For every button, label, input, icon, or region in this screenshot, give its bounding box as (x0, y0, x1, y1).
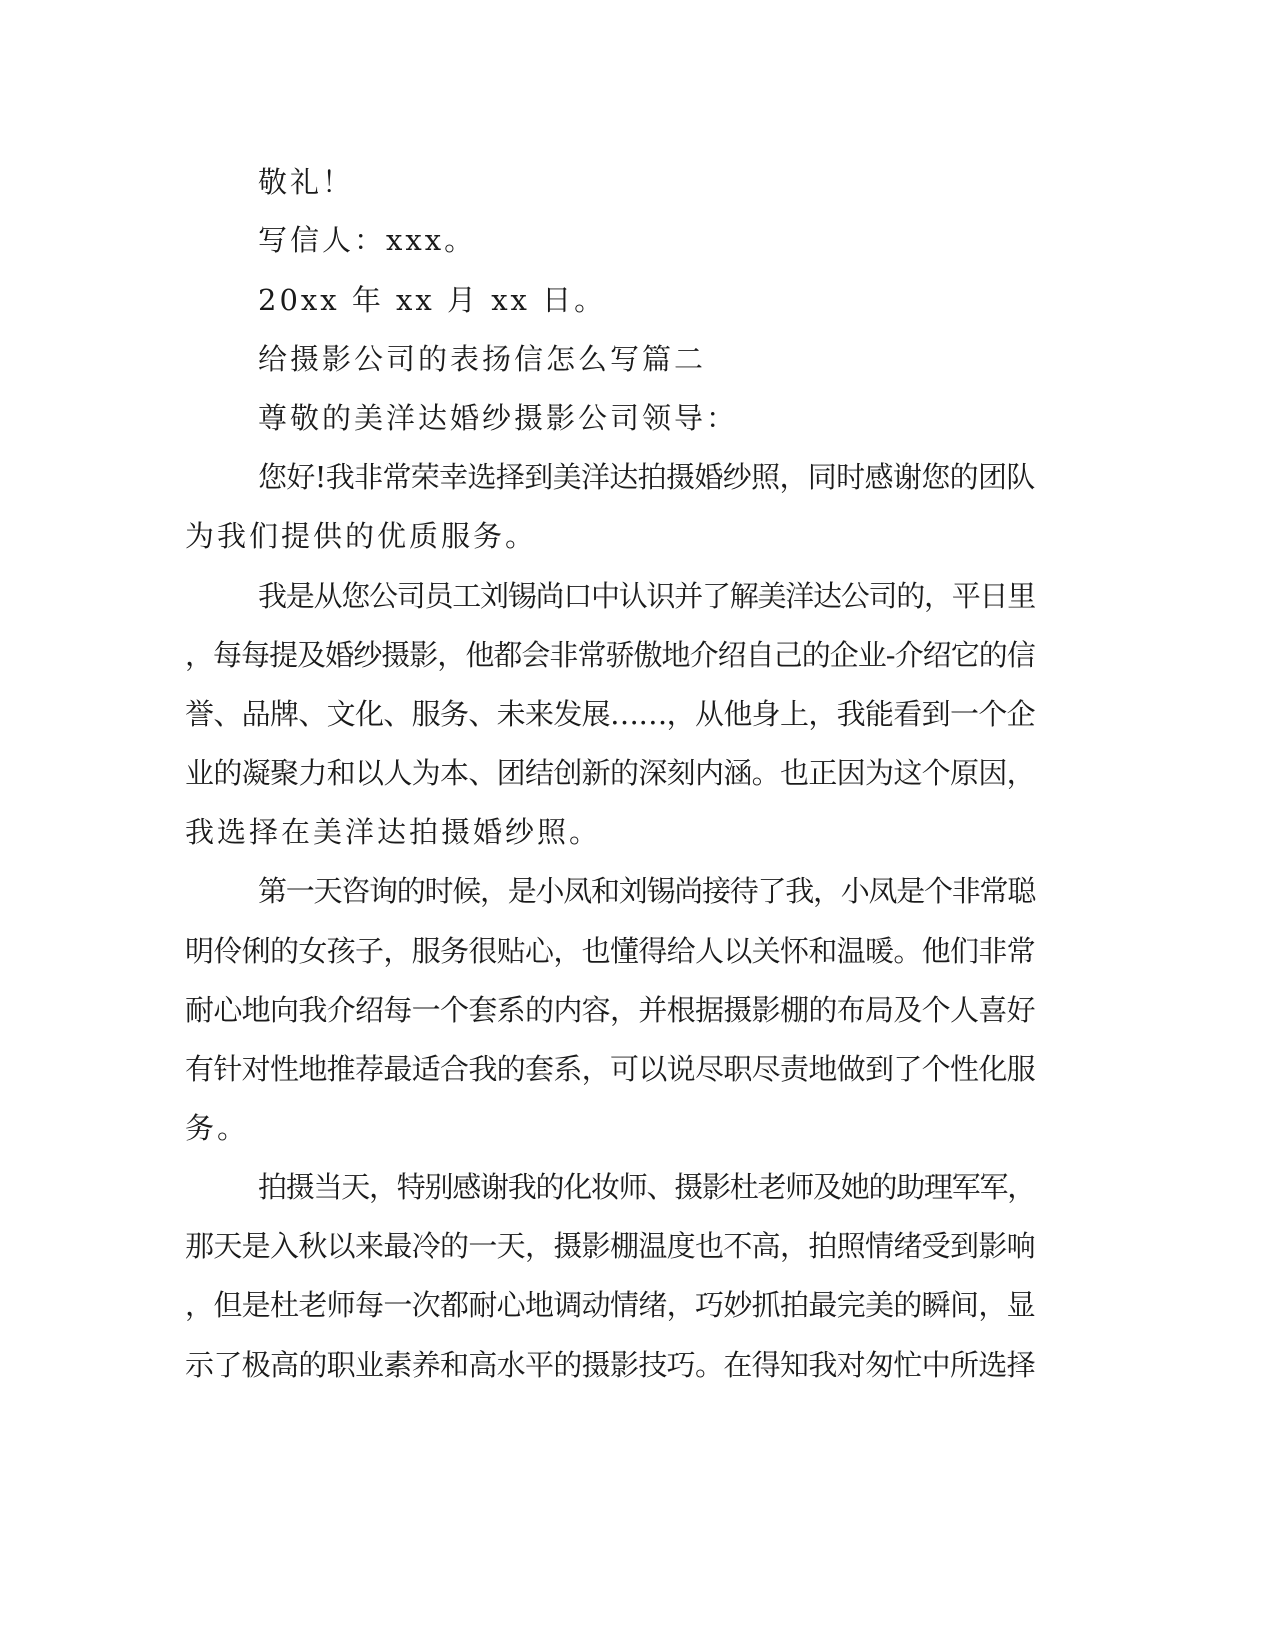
closing-salutation: 敬礼！ (258, 165, 355, 199)
paragraph-line: 明伶俐的女孩子，服务很贴心，也懂得给人以关怀和温暖。他们非常 (185, 934, 1036, 968)
paragraph-line: ，每每提及婚纱摄影，他都会非常骄傲地介绍自己的企业-介绍它的信 (185, 638, 1035, 672)
paragraph-line: 我是从您公司员工刘锡尚口中认识并了解美洋达公司的，平日里 (258, 579, 1036, 613)
paragraph-line: 示了极高的职业素养和高水平的摄影技巧。在得知我对匆忙中所选择 (185, 1348, 1036, 1382)
signature-line: 写信人：xxx。 (258, 223, 477, 257)
paragraph-line: 拍摄当天，特别感谢我的化妆师、摄影杜老师及她的助理军军， (258, 1170, 1036, 1204)
paragraph-line: 为我们提供的优质服务。 (185, 519, 538, 553)
letter-salutation: 尊敬的美洋达婚纱摄影公司领导： (258, 401, 739, 435)
paragraph-line: 务。 (185, 1111, 250, 1145)
paragraph-line: 您好!我非常荣幸选择到美洋达拍摄婚纱照，同时感谢您的团队 (258, 460, 1035, 494)
paragraph-line: 耐心地向我介绍每一个套系的内容，并根据摄影棚的布局及个人喜好 (185, 993, 1036, 1027)
section-heading: 给摄影公司的表扬信怎么写篇二 (258, 342, 707, 376)
paragraph-line: 业的凝聚力和以人为本、团结创新的深刻内涵。也正因为这个原因， (185, 756, 1036, 790)
paragraph-line: 我选择在美洋达拍摄婚纱照。 (185, 815, 602, 849)
paragraph-line: 誉、品牌、文化、服务、未来发展……，从他身上，我能看到一个企 (185, 697, 1036, 731)
paragraph-line: 那天是入秋以来最冷的一天，摄影棚温度也不高，拍照情绪受到影响 (185, 1229, 1036, 1263)
date-line: 20xx 年 xx 月 xx 日。 (258, 283, 607, 317)
paragraph-line: 有针对性地推荐最适合我的套系，可以说尽职尽责地做到了个性化服 (185, 1052, 1036, 1086)
paragraph-line: ，但是杜老师每一次都耐心地调动情绪，巧妙抓拍最完美的瞬间，显 (185, 1288, 1036, 1322)
paragraph-line: 第一天咨询的时候，是小凤和刘锡尚接待了我，小凤是个非常聪 (258, 874, 1036, 908)
